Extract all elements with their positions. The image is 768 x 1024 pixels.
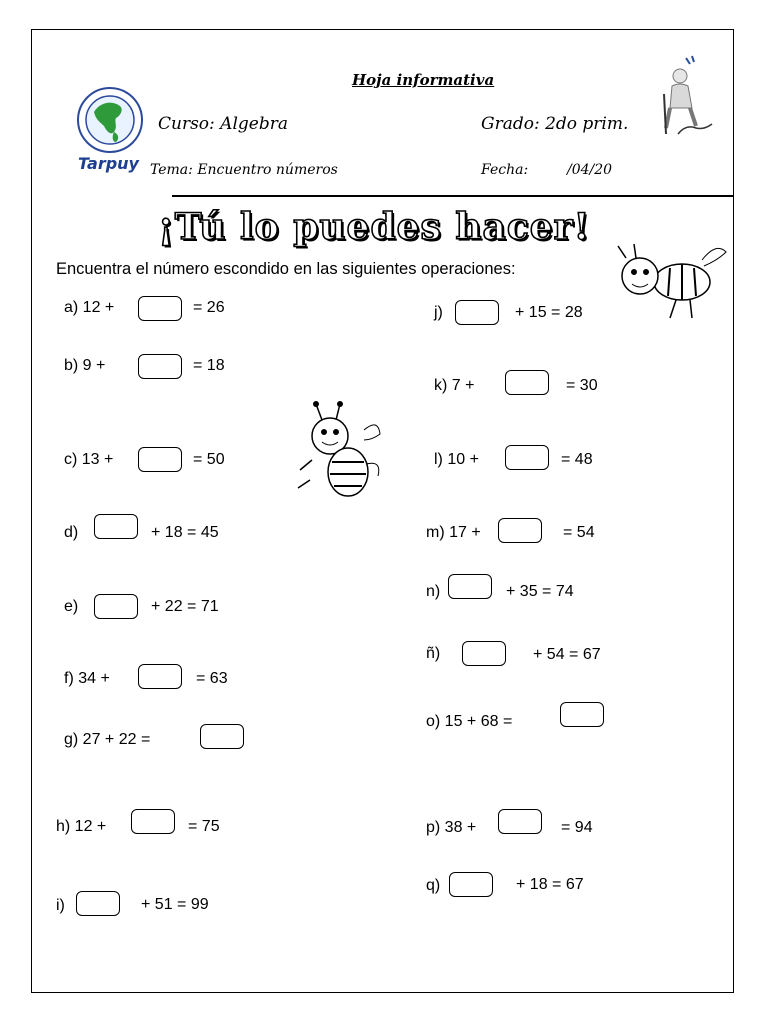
answer-box-p[interactable] [498,809,542,834]
problem-e-left: e) [64,598,79,615]
problem-k-left: k) 7 + [434,377,475,394]
problem-i-left: i) [56,897,65,914]
problem-p-left: p) 38 + [426,819,477,836]
problem-c-right: = 50 [193,451,225,468]
problem-o-left: o) 15 + 68 = [426,713,513,730]
school-logo-globe-icon [76,86,144,154]
problem-m-right: = 54 [563,524,595,541]
sheet-title: Hoja informativa [352,71,495,89]
problem-n-left: n) [426,583,441,600]
flying-bee-icon [606,238,732,326]
problem-enye-right: + 54 = 67 [533,646,601,663]
answer-box-g[interactable] [200,724,244,749]
problem-c-left: c) 13 + [64,451,114,468]
date-label: Fecha: [481,162,529,178]
problem-i-right: + 51 = 99 [141,896,209,913]
problem-d-right: + 18 = 45 [151,524,219,541]
answer-box-m[interactable] [498,518,542,543]
problem-a-right: = 26 [193,299,225,316]
answer-box-enye[interactable] [462,641,506,666]
grade-label: Grado: 2do prim. [481,114,629,134]
answer-box-b[interactable] [138,354,182,379]
problem-e-right: + 22 = 71 [151,598,219,615]
problem-q-left: q) [426,877,441,894]
answer-box-j[interactable] [455,300,499,325]
banner-title: ¡Tú lo puedes hacer! [158,206,591,248]
answer-box-l[interactable] [505,445,549,470]
answer-box-i[interactable] [76,891,120,916]
problem-p-right: = 94 [561,819,593,836]
header-divider [172,195,734,197]
answer-box-q[interactable] [449,872,493,897]
waving-bee-icon [292,400,388,510]
answer-box-o[interactable] [560,702,604,727]
problem-j-left: j) [434,304,443,321]
answer-box-k[interactable] [505,370,549,395]
answer-box-h[interactable] [131,809,175,834]
problem-a-left: a) 12 + [64,299,115,316]
problem-l-left: l) 10 + [434,451,479,468]
answer-box-c[interactable] [138,447,182,472]
problem-k-right: = 30 [566,377,598,394]
topic-label: Tema: Encuentro números [150,162,338,178]
problem-q-right: + 18 = 67 [516,876,584,893]
problem-f-right: = 63 [196,670,228,687]
instructions: Encuentra el número escondido en las siguientes operaciones: [56,260,516,278]
answer-box-e[interactable] [94,594,138,619]
school-name: Tarpuy [78,154,139,173]
answer-box-n[interactable] [448,574,492,599]
problem-l-right: = 48 [561,451,593,468]
problem-b-left: b) 9 + [64,357,106,374]
problem-j-right: + 15 = 28 [515,304,583,321]
page-frame [31,29,734,993]
problem-m-left: m) 17 + [426,524,481,541]
course-label: Curso: Algebra [158,114,288,134]
problem-n-right: + 35 = 74 [506,583,574,600]
writer-figure-icon [656,54,716,140]
problem-g-left: g) 27 + 22 = [64,731,151,748]
date-value: /04/20 [567,162,613,178]
problem-h-left: h) 12 + [56,818,107,835]
answer-box-a[interactable] [138,296,182,321]
problem-d-left: d) [64,524,79,541]
problem-f-left: f) 34 + [64,670,110,687]
problem-b-right: = 18 [193,357,225,374]
problem-h-right: = 75 [188,818,220,835]
answer-box-d[interactable] [94,514,138,539]
problem-enye-left: ñ) [426,645,441,662]
answer-box-f[interactable] [138,664,182,689]
